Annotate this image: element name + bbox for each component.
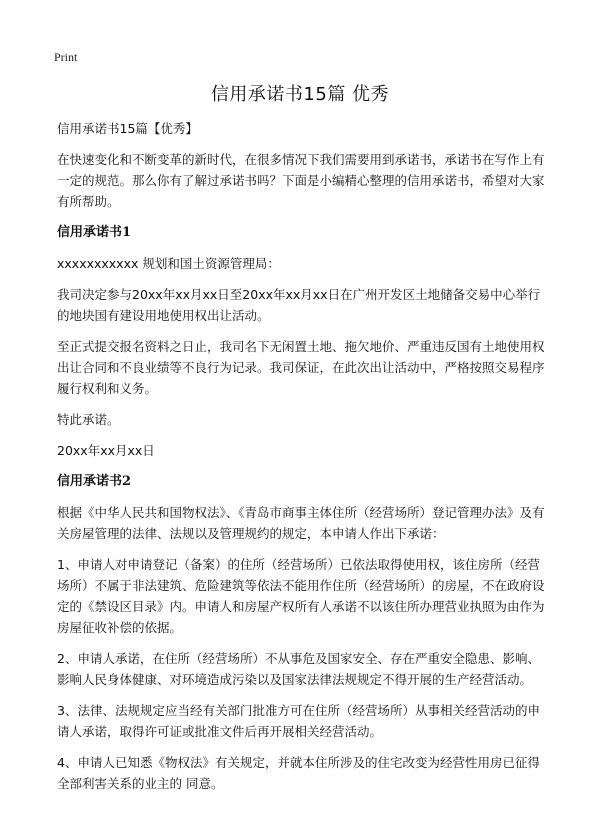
document-subtitle: 信用承诺书15篇【优秀】 [57,121,198,136]
intro-paragraph: 在快速变化和不断变革的新时代，在很多情况下我们需要用到承诺书，承诺书在写作上有一定的规范。那么你有了解过承诺书吗？下面是小编精心整理的信用承诺书，希望对大家有所帮助。 [57,152,545,209]
section-2-paragraph-1: 根据《中华人民共和国物权法》、《青岛市商事主体住所（经营场所）登记管理办法》及有关房屋管理的法律、法规以及管理规约的规定，本申请人作出下承诺： [57,505,545,541]
section-1-heading: 信用承诺书1 [57,225,132,240]
section-2-paragraph-5: 4、申请人已知悉《物权法》有关规定，并就本住所涉及的住宅改变为经营性用房已征得全部利害关系的业主的 同意。 [57,755,540,791]
document-title: 信用承诺书15篇 优秀 [210,84,390,105]
section-1-date: 20xx年xx月xx日 [57,443,155,458]
print-label[interactable]: Print [54,50,78,64]
section-1-paragraph-1: 我司决定参与20xx年xx月xx日至20xx年xx月xx日在广州开发区土地储备交易中心举行的地块国有建设用地使用权出让活动。 [57,287,541,323]
document-body [57,118,547,802]
section-1-paragraph-2: 至正式提交报名资料之日止，我司名下无闲置土地、拖欠地价、严重违反国有土地使用权出让合同和不良业绩等不良行为记录。我司保证，在此次出让活动中，严格按照交易程序履行权利和义务。 [57,339,545,396]
section-2-heading: 信用承诺书2 [57,474,132,489]
section-2-paragraph-4: 3、法律、法规规定应当经有关部门批准方可在住所（经营场所）从事相关经营活动的申请人承诺，取得许可证或批准文件后再开展相关经营活动。 [57,703,540,739]
section-2-paragraph-2: 1、申请人对申请登记（备案）的住所（经营场所）已依法取得使用权，该住房所（经营场所）不属于非法建筑、危险建筑等依法不能用作住所（经营场所）的房屋，不在政府设定的《禁设区目录》内。申请人和房屋产权所有人承诺不以该住所办理营业执照为由作为房屋征收补偿的依据。 [57,557,545,635]
section-1-addressee: xxxxxxxxxxx 规划和国土资源管理局： [57,256,280,271]
section-1-paragraph-3: 特此承诺。 [57,412,120,427]
section-2-paragraph-3: 2、申请人承诺，在住所（经营场所）不从事危及国家安全、存在严重安全隐患、影响、影响人民身体健康、对环境造成污染以及国家法律法规规定不得开展的生产经营活动。 [57,651,540,687]
